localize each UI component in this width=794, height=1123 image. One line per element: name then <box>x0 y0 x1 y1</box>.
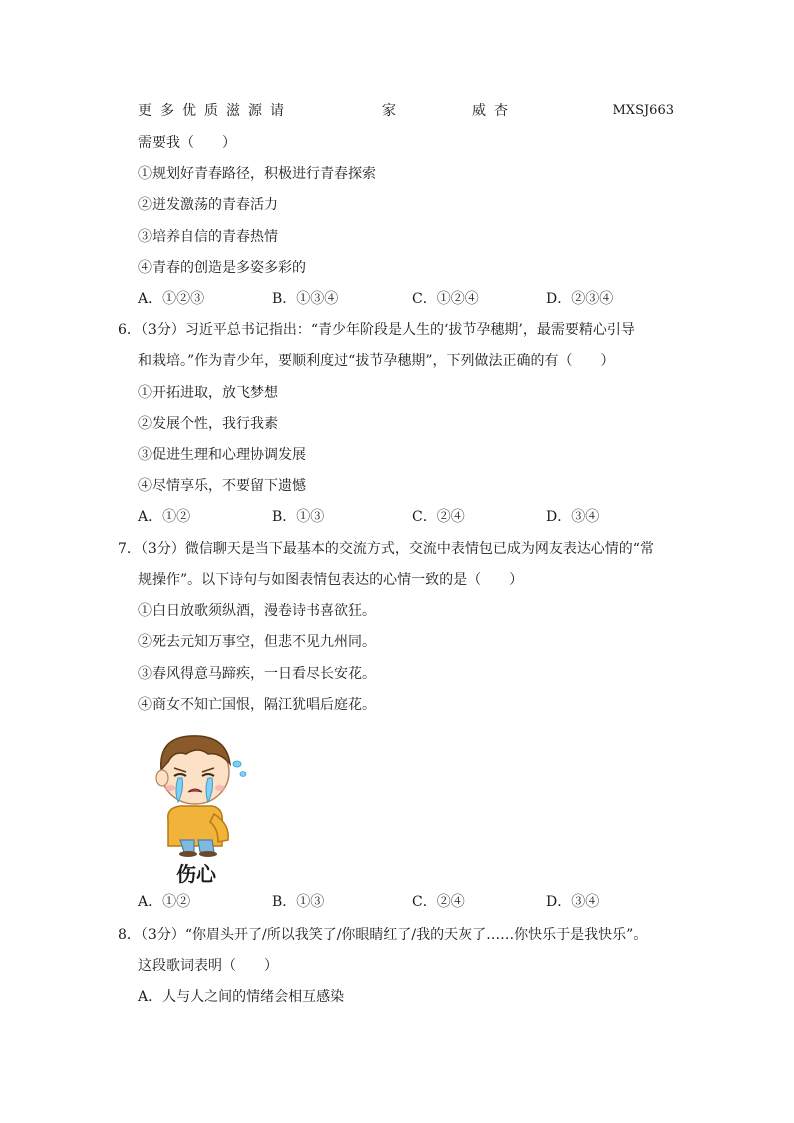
q6-item-1: ①开拓进取，放飞梦想 <box>138 385 278 401</box>
q5-option-d[interactable]: D．②③④ <box>546 291 614 307</box>
q6-stem-line-1: 6．（3分）习近平总书记指出：“青少年阶段是人生的‘拔节孕穗期’，最需要精心引导 <box>118 322 635 338</box>
q5-item-2: ②迸发激荡的青春活力 <box>138 197 278 213</box>
header-text-1: 更多优质滋源请 <box>138 103 292 119</box>
q6-option-b[interactable]: B．①③ <box>272 509 325 525</box>
q8-stem-line-1: 8．（3分）“你眉头开了/所以我笑了/你眼睛红了/我的天灰了……你快乐于是我快乐”。 <box>118 927 648 943</box>
header-text-2: 家 <box>382 103 396 119</box>
header-code: MXSJ663 <box>612 103 674 118</box>
q5-item-1: ①规划好青春路径，积极进行青春探索 <box>138 166 376 182</box>
q6-option-c[interactable]: C．②④ <box>412 509 465 525</box>
image-caption: 伤心 <box>176 862 216 886</box>
q7-stem-line-2: 规操作”。以下诗句与如图表情包表达的心情一致的是（ ） <box>138 572 524 588</box>
q6-options <box>138 507 658 527</box>
q6-stem-line-2: 和栽培。”作为青少年，要顺利度过“拔节孕穗期”，下列做法正确的有（ ） <box>138 353 615 369</box>
q8-option-a[interactable]: A．人与人之间的情绪会相互感染 <box>138 989 345 1005</box>
q5-item-4: ④青春的创造是多姿多彩的 <box>138 260 306 276</box>
q6-item-2: ②发展个性，我行我素 <box>138 416 278 432</box>
q7-option-d[interactable]: D．③④ <box>546 894 600 910</box>
crying-child-illustration <box>140 728 260 888</box>
q7-option-a[interactable]: A．①② <box>138 894 191 910</box>
q5-item-3: ③培养自信的青春热情 <box>138 229 278 245</box>
q8-stem-line-2: 这段歌词表明（ ） <box>138 958 278 974</box>
header-text-3: 威杏 <box>472 103 516 119</box>
crying-child-icon <box>140 728 260 858</box>
q7-options <box>138 892 658 912</box>
q7-option-c[interactable]: C．②④ <box>412 894 465 910</box>
q6-item-3: ③促进生理和心理协调发展 <box>138 447 306 463</box>
q7-item-2: ②死去元知万事空，但悲不见九州同。 <box>138 634 376 650</box>
q7-item-4: ④商女不知亡国恨，隔江犹唱后庭花。 <box>138 697 376 713</box>
q6-item-4: ④尽情享乐，不要留下遗憾 <box>138 478 306 494</box>
q5-options <box>138 289 658 309</box>
q7-item-1: ①白日放歌须纵酒，漫卷诗书喜欲狂。 <box>138 603 376 619</box>
q6-option-d[interactable]: D．③④ <box>546 509 600 525</box>
q5-option-a[interactable]: A．①②③ <box>138 291 205 307</box>
q5-option-b[interactable]: B．①③④ <box>272 291 339 307</box>
q5-stem-tail: 需要我（ ） <box>138 135 236 151</box>
q7-option-b[interactable]: B．①③ <box>272 894 325 910</box>
q5-option-c[interactable]: C．①②④ <box>412 291 479 307</box>
q7-item-3: ③春风得意马蹄疾，一日看尽长安花。 <box>138 666 376 682</box>
page-header <box>138 100 674 122</box>
q7-stem-line-1: 7．（3分）微信聊天是当下最基本的交流方式，交流中表情包已成为网友表达心情的“常 <box>118 541 654 557</box>
q6-option-a[interactable]: A．①② <box>138 509 191 525</box>
